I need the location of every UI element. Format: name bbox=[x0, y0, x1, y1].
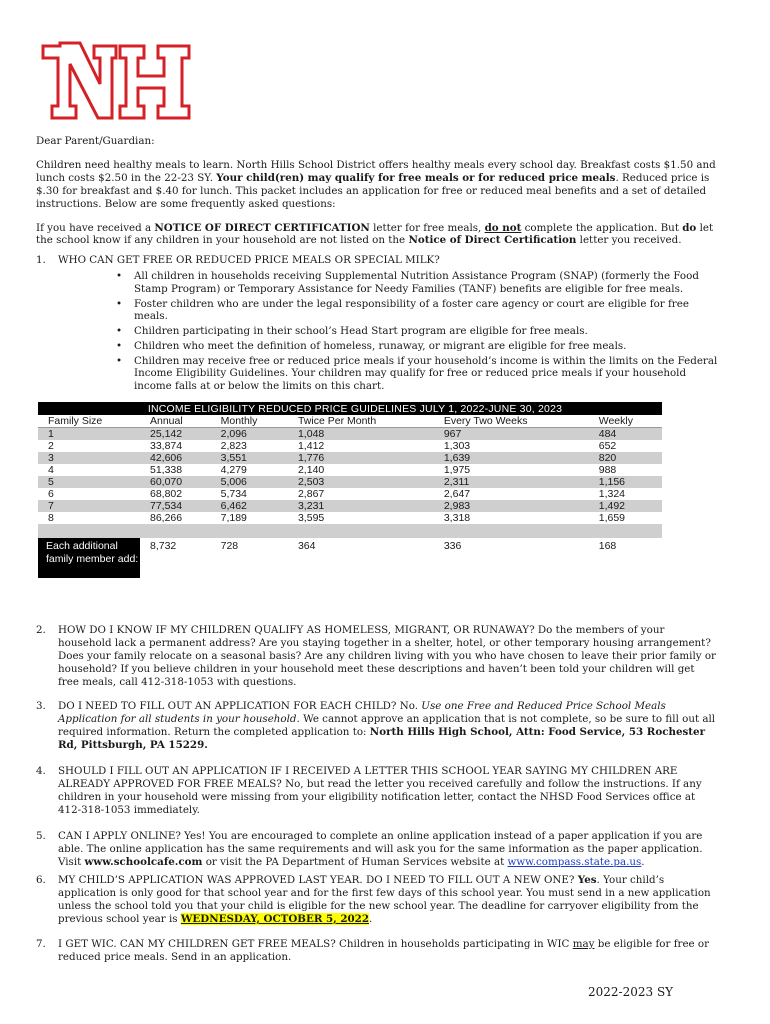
table-cell: 25,142 bbox=[140, 428, 211, 441]
column-header: Twice Per Month bbox=[288, 415, 434, 428]
table-title: INCOME ELIGIBILITY REDUCED PRICE GUIDELINES JULY 1, 2022-JUNE 30, 2023 bbox=[38, 402, 662, 415]
table-cell: 1,303 bbox=[434, 440, 589, 452]
table-cell: 1,639 bbox=[434, 452, 589, 464]
table-cell: 5,734 bbox=[211, 488, 288, 500]
table-row bbox=[38, 452, 662, 464]
table-cell: 1,412 bbox=[288, 440, 434, 452]
table-cell: 3,551 bbox=[211, 452, 288, 464]
table-cell: 77,534 bbox=[140, 500, 211, 512]
question-3: 3. DO I NEED TO FILL OUT AN APPLICATION FOR EACH CHILD? No. Use one Free and Reduced Price School Meals Application for all students in your household. We cannot approve an application that is not complete, so be sure to fill out all required information. Return the completed application to: North Hills High School, Attn: Food Service, 53 Rochester Rd, Pittsburgh, PA 15229. bbox=[36, 700, 716, 751]
deadline-highlight: WEDNESDAY, OCTOBER 5, 2022 bbox=[180, 912, 369, 925]
table-cell: 1,659 bbox=[589, 512, 662, 524]
column-header: Weekly bbox=[589, 415, 662, 428]
table-cell: 3,318 bbox=[434, 512, 589, 524]
table-cell: 8 bbox=[38, 512, 140, 524]
table-cell: 2,647 bbox=[434, 488, 589, 500]
table-cell: 5 bbox=[38, 476, 140, 488]
column-header: Monthly bbox=[211, 415, 288, 428]
schoolcafe-link[interactable]: www.schoolcafe.com bbox=[84, 855, 203, 868]
table-cell: 3 bbox=[38, 452, 140, 464]
table-cell: 820 bbox=[589, 452, 662, 464]
table-cell: 1,156 bbox=[589, 476, 662, 488]
table-cell: 1,048 bbox=[288, 428, 434, 441]
table-row bbox=[38, 440, 662, 452]
table-row bbox=[38, 476, 662, 488]
table-cell: 2,867 bbox=[288, 488, 434, 500]
table-cell: 8,732 bbox=[140, 538, 211, 578]
table-cell: 1 bbox=[38, 428, 140, 441]
salutation: Dear Parent/Guardian: bbox=[36, 135, 155, 147]
table-cell: 2,823 bbox=[211, 440, 288, 452]
question-7: 7. I GET WIC. CAN MY CHILDREN GET FREE MEALS? Children in households participating in WIC may be eligible for free or reduced price meals. Send in an application. bbox=[36, 938, 710, 963]
intro-paragraph-1: Children need healthy meals to learn. North Hills School District offers healthy meals every school day. Breakfast costs $1.50 and lunch costs $2.50 in the 22-23 SY. Your child(ren) may qualify for free meals or for reduced price meals. Reduced price is $.30 for breakfast and $.40 for lunch. This packet includes an application for free or reduced meal benefits and a set of detailed instructions. Below are some frequently asked questions: bbox=[36, 158, 716, 210]
question-5: 5. CAN I APPLY ONLINE? Yes! You are encouraged to complete an online application instead of a paper application if you are able. The online application has the same requirements and will ask you for the same information as the paper application. Visit www.schoolcafe.com or visit the PA Department of Human Services website at www.compass.state.pa.us. bbox=[36, 830, 703, 868]
table-cell: 51,338 bbox=[140, 464, 211, 476]
bullet-item: • Foster children who are under the legal responsibility of a foster care agency or court are eligible for free meals. bbox=[116, 298, 718, 324]
column-header: Family Size bbox=[38, 415, 140, 428]
table-cell: 484 bbox=[589, 428, 662, 441]
table-cell: 988 bbox=[589, 464, 662, 476]
table-additional-row bbox=[38, 538, 662, 578]
table-cell: 2 bbox=[38, 440, 140, 452]
table-cell: 3,595 bbox=[288, 512, 434, 524]
bullet-item: • Children may receive free or reduced price meals if your household’s income is within the limits on the Federal Income Eligibility Guidelines. Your children may qualify for free or reduced price meals if your household income falls at or below the limits on this chart. bbox=[116, 355, 718, 394]
table-cell: 7,189 bbox=[211, 512, 288, 524]
question-1-title: WHO CAN GET FREE OR REDUCED PRICE MEALS OR SPECIAL MILK? bbox=[58, 254, 440, 266]
bullet-item: • Children who meet the definition of homeless, runaway, or migrant are eligible for free meals. bbox=[116, 340, 718, 353]
question-4: 4. SHOULD I FILL OUT AN APPLICATION IF I RECEIVED A LETTER THIS SCHOOL YEAR SAYING MY CHILDREN ARE ALREADY APPROVED FOR FREE MEALS? No, but read the letter you received carefully and follow the instructions. If any children in your household were missing from your eligibility notification letter, contact the NHSD Food Services office at 412-318-1053 immediately. bbox=[36, 765, 702, 816]
table-cell: 168 bbox=[589, 538, 662, 578]
table-cell: 6 bbox=[38, 488, 140, 500]
table-cell: 967 bbox=[434, 428, 589, 441]
table-cell: 1,324 bbox=[589, 488, 662, 500]
bullet-item: • Children participating in their school’s Head Start program are eligible for free meals. bbox=[116, 325, 718, 338]
table-row bbox=[38, 500, 662, 512]
table-cell: 2,503 bbox=[288, 476, 434, 488]
table-cell: 60,070 bbox=[140, 476, 211, 488]
question-1: 1. WHO CAN GET FREE OR REDUCED PRICE MEALS OR SPECIAL MILK? • All children in households receiving Supplemental Nutrition Assistance Program (SNAP) (formerly the Food Stamp Program) or Temporary Assistance for Needy Families (TANF) benefits are eligible for free meals. • Foster children who are under the legal responsibility of a foster care agency or court are eligible for free meals. • Children participating in their school’s Head Start program are eligible for free meals. • Children who meet the definition of homeless, runaway, or migrant are eligible for free meals. • Children may receive free or reduced price meals if your household’s income is within the limits on the Federal Income Eligibility Guidelines. Your children may qualify for free or reduced price meals if your household income falls at or below the limits on this chart. bbox=[58, 254, 718, 395]
table-cell: 3,231 bbox=[288, 500, 434, 512]
table-cell: 2,311 bbox=[434, 476, 589, 488]
table-cell: 728 bbox=[211, 538, 288, 578]
table-cell: 652 bbox=[589, 440, 662, 452]
additional-member-label: Each additional family member add: bbox=[38, 538, 140, 578]
table-cell: 5,006 bbox=[211, 476, 288, 488]
table-row bbox=[38, 428, 662, 441]
table-cell: 1,776 bbox=[288, 452, 434, 464]
table-cell: 1,492 bbox=[589, 500, 662, 512]
eligibility-bullets bbox=[116, 270, 718, 393]
table-cell: 4,279 bbox=[211, 464, 288, 476]
table-cell: 42,606 bbox=[140, 452, 211, 464]
table-cell: 2,983 bbox=[434, 500, 589, 512]
income-eligibility-table bbox=[38, 402, 662, 578]
table-spacer bbox=[38, 524, 662, 538]
question-6: 6. MY CHILD’S APPLICATION WAS APPROVED LAST YEAR. DO I NEED TO FILL OUT A NEW ONE? Yes. Your child’s application is only good for that school year and for the first few days of this school year. You must send in a new application unless the school told you that your child is eligible for the new school year. The deadline for carryover eligibility from the previous school year is WEDNESDAY, OCTOBER 5, 2022. bbox=[36, 874, 711, 925]
table-cell: 7 bbox=[38, 500, 140, 512]
table-row bbox=[38, 488, 662, 500]
table-row bbox=[38, 464, 662, 476]
table-cell: 68,802 bbox=[140, 488, 211, 500]
table-cell: 364 bbox=[288, 538, 434, 578]
compass-link[interactable]: www.compass.state.pa.us bbox=[507, 855, 642, 868]
table-cell: 4 bbox=[38, 464, 140, 476]
nh-logo bbox=[40, 40, 192, 122]
table-cell: 2,140 bbox=[288, 464, 434, 476]
table-cell: 2,096 bbox=[211, 428, 288, 441]
table-cell: 33,874 bbox=[140, 440, 211, 452]
table-cell: 1,975 bbox=[434, 464, 589, 476]
table-cell: 336 bbox=[434, 538, 589, 578]
svg-text:NH: NH bbox=[116, 90, 118, 91]
column-header: Every Two Weeks bbox=[434, 415, 589, 428]
bullet-item: • All children in households receiving Supplemental Nutrition Assistance Program (SNAP) (formerly the Food Stamp Program) or Temporary Assistance for Needy Families (TANF) benefits are eligible for free meals. bbox=[116, 270, 718, 296]
footer-school-year: 2022-2023 SY bbox=[588, 985, 674, 999]
table-cell: 86,266 bbox=[140, 512, 211, 524]
intro-paragraph-2: If you have received a NOTICE OF DIRECT CERTIFICATION letter for free meals, do not complete the application. But do let the school know if any children in your household are not listed on the Notice of Direct Certification letter you received. bbox=[36, 221, 714, 247]
table-cell: 6,462 bbox=[211, 500, 288, 512]
table-header-row bbox=[38, 415, 662, 428]
column-header: Annual bbox=[140, 415, 211, 428]
question-2: 2. HOW DO I KNOW IF MY CHILDREN QUALIFY AS HOMELESS, MIGRANT, OR RUNAWAY? Do the members of your household lack a permanent address? Are you staying together in a shelter, hotel, or other temporary housing arrangement? Does your family relocate on a seasonal basis? Are any children living with you who have chosen to leave their prior family or household? If you believe children in your household meet these descriptions and haven’t been told your children will get free meals, call 412-318-1053 with questions. bbox=[36, 624, 716, 688]
table-row bbox=[38, 512, 662, 524]
intro bbox=[36, 135, 726, 258]
